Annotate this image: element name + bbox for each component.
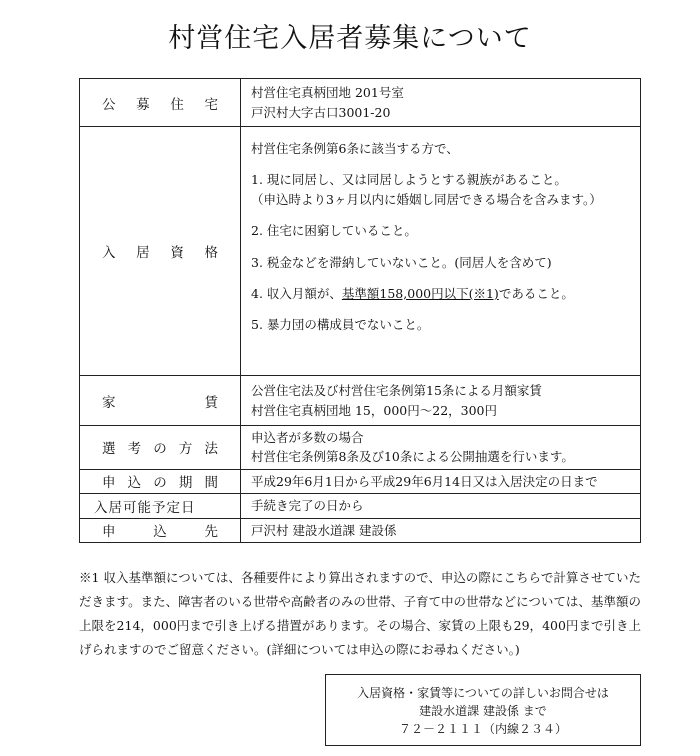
item4-post: であること。 xyxy=(498,285,574,301)
label-char: 込 xyxy=(153,524,167,541)
label-movein xyxy=(80,494,241,518)
label-char: 宅 xyxy=(204,96,218,113)
row-eligibility xyxy=(80,127,641,376)
label-char: 込 xyxy=(127,475,142,492)
eligibility-intro: 村営住宅条例第6条に該当する方で、 xyxy=(251,141,459,156)
footnote: ※1 収入基準額については、各種要件により算出されますので、申込の際にこちらで計算させていただきます。また、障害者のいる世帯や高齢者のみの世帯、子育て中の世帯などについては、基準額の上限を214，000円まで引き上げる措置があります。その場合、家賃の上限も29，400円まで引き上げられますのでご留意ください。(詳細については申込の際にお尋ねください。) xyxy=(79,570,641,657)
page-title: 村営住宅入居者募集について xyxy=(168,23,532,54)
value-selection xyxy=(241,426,641,470)
row-selection xyxy=(80,426,641,470)
eligibility-item-4 xyxy=(251,284,632,303)
label-char: 居 xyxy=(136,245,150,261)
label-char: 選 xyxy=(102,441,116,458)
selection-condition: 申込者が多数の場合 xyxy=(251,430,364,445)
rent-range: 村営住宅真柄団地 15，000円～22，300円 xyxy=(251,402,498,418)
label-char: 住 xyxy=(170,96,184,113)
contact-phone: ７２－２１１１（内線２３４） xyxy=(398,722,567,736)
label-char: 申 xyxy=(102,475,116,492)
value-apply-to xyxy=(241,518,641,542)
contact-line-1: 入居資格・家賃等についての詳しいお問合せは xyxy=(357,686,609,700)
label-housing xyxy=(80,79,241,127)
value-eligibility xyxy=(241,127,641,376)
label-char: 入 xyxy=(102,245,116,261)
label-char: 方 xyxy=(178,441,193,458)
label-char: の xyxy=(153,475,167,492)
label-char: 法 xyxy=(204,441,218,458)
label-char: 賃 xyxy=(204,394,218,411)
label-char: 期 xyxy=(178,475,193,492)
row-apply-to xyxy=(80,518,641,542)
row-movein xyxy=(80,494,641,518)
label-text: 入居可能予定日 xyxy=(94,499,196,516)
contact-box xyxy=(325,674,641,746)
label-apply-to xyxy=(80,518,241,542)
housing-address: 戸沢村大字古口3001-20 xyxy=(251,104,391,120)
recruitment-table xyxy=(79,78,641,543)
label-char: 先 xyxy=(204,524,218,541)
eligibility-item-1: 1. 現に同居し、又は同居しようとする親族があること。 xyxy=(251,172,567,188)
eligibility-item-5: 5. 暴力団の構成員でないこと。 xyxy=(251,317,430,333)
label-char: 資 xyxy=(170,245,184,261)
label-char: 公 xyxy=(102,96,116,113)
label-char: 間 xyxy=(204,475,218,492)
income-threshold: 基準額158,000円以下(※1) xyxy=(341,285,499,301)
selection-method: 村営住宅条例第8条及び10条による公開抽選を行います。 xyxy=(251,449,574,465)
label-char: 格 xyxy=(204,245,218,261)
item4-pre: 4. 収入月額が、 xyxy=(251,285,342,301)
label-period xyxy=(80,469,241,493)
rent-basis: 公営住宅法及び村営住宅条例第15条による月額家賃 xyxy=(251,383,542,399)
value-housing xyxy=(241,79,641,127)
row-period xyxy=(80,469,641,493)
housing-name: 村営住宅真柄団地 201号室 xyxy=(251,85,404,101)
value-movein xyxy=(241,494,641,518)
label-char: 申 xyxy=(102,524,116,541)
label-char: 考 xyxy=(127,441,142,458)
eligibility-item-1-note: （申込時より3ヶ月以内に婚姻し同居できる場合を含みます。） xyxy=(251,191,602,207)
eligibility-item-2: 2. 住宅に困窮していること。 xyxy=(251,223,417,239)
label-char: 家 xyxy=(102,394,116,411)
value-rent xyxy=(241,376,641,426)
contact-line-2: 建設水道課 建設係 まで xyxy=(419,704,547,718)
application-period: 平成29年6月1日から平成29年6月14日又は入居決定の日まで xyxy=(251,473,598,489)
value-period xyxy=(241,469,641,493)
row-housing xyxy=(80,79,641,127)
application-office: 戸沢村 建設水道課 建設係 xyxy=(251,522,397,538)
label-char: 募 xyxy=(136,96,150,113)
movein-date: 手続き完了の日から xyxy=(251,498,364,514)
label-char: の xyxy=(153,441,167,458)
label-selection xyxy=(80,426,241,470)
label-eligibility xyxy=(80,127,241,376)
eligibility-item-3: 3. 税金などを滞納していないこと。(同居人を含めて) xyxy=(251,254,552,270)
row-rent xyxy=(80,376,641,426)
label-rent xyxy=(80,376,241,426)
